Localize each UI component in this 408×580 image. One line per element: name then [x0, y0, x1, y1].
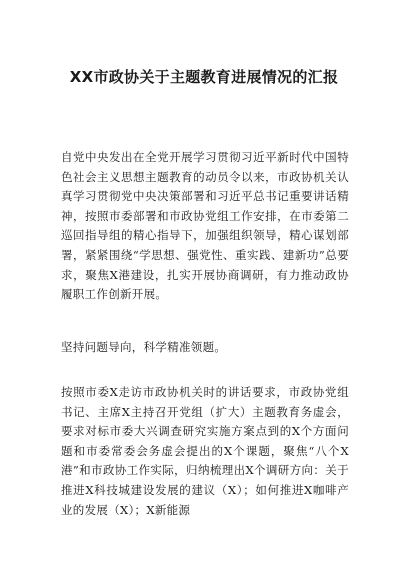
body-paragraph-1: 自党中央发出在全党开展学习贯彻习近平新时代中国特色社会主义思想主题教育的动员令以来，市政协机关认真学习贯彻党中央决策部署和习近平总书记重要讲话精神，按照市委部署和市政协党组工作安排，在市委第二巡回指导组的精心指导下，加强组织领导，精心谋划部署，紧紧围绕“学思想、强党性、重实践、建新功”总要求，聚焦X港建设，扎实开展协商调研，有力推动政协履职工作创新开展。	[61, 150, 349, 302]
body-paragraph-2: 坚持问题导向，科学精准领题。	[61, 340, 227, 354]
body-paragraph-3: 按照市委X走访市政协机关时的讲话要求，市政协党组书记、主席X主持召开党组（扩大）主题教育务虚会，要求对标市委大兴调查研究实施方案点到的X个方面问题和市委常委会务虚会提出的X个课题，聚焦“八个X港”和市政协工作实际，归纳梳理出X个调研方向：关于推进X科技城建设发展的建议（X）；如何推进X咖啡产业的发展（X）；X新能源	[61, 385, 349, 517]
document-title: XX市政协关于主题教育进展情况的汇报	[69, 68, 339, 86]
